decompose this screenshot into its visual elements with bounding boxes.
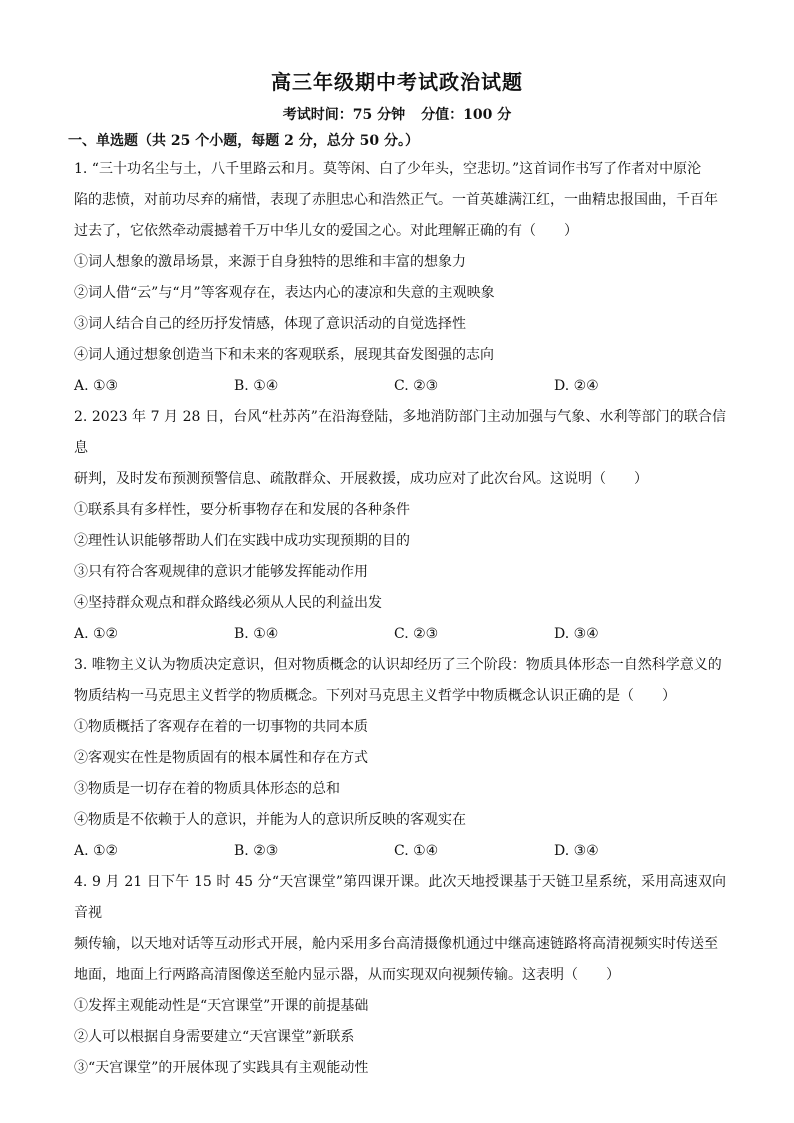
statement-item: ④物质是不依赖于人的意识，并能为人的意识所反映的客观实在 bbox=[74, 812, 466, 828]
statement-item: ④坚持群众观点和群众路线必须从人民的利益出发 bbox=[74, 595, 382, 611]
statement-item: ①发挥主观能动性是“天宫课堂”开课的前提基础 bbox=[74, 998, 369, 1014]
statement-item: ①物质概括了客观存在着的一切事物的共同本质 bbox=[74, 719, 368, 735]
exam-time: 考试时间：75 分钟 bbox=[282, 107, 406, 123]
exam-content bbox=[68, 128, 726, 1084]
statement-item: ①词人想象的激昂场景，来源于自身独特的思维和丰富的想象力 bbox=[74, 254, 466, 270]
exam-score: 分值：100 分 bbox=[421, 107, 512, 123]
option-b: B. ①④ bbox=[234, 626, 279, 642]
question-stem-line: 陷的悲愤，对前功尽弃的痛惜，表现了赤胆忠心和浩然正气。一首英雄满江红，一曲精忠报国曲，千百年 bbox=[74, 192, 718, 208]
question-stem-line: 1. “三十功名尘与土，八千里路云和月。莫等闲、白了少年头，空悲切。”这首词作书写了作者对中原沦 bbox=[74, 161, 702, 177]
question-stem-line: 过去了，它依然牵动震撼着千万中华儿女的爱国之心。对此理解正确的有（ ） bbox=[74, 223, 578, 239]
statement-item: ②人可以根据自身需要建立“天宫课堂”新联系 bbox=[74, 1029, 355, 1045]
statement-item: ③物质是一切存在着的物质具体形态的总和 bbox=[74, 781, 340, 797]
question-stem-line: 3. 唯物主义认为物质决定意识，但对物质概念的认识却经历了三个阶段：物质具体形态一自然科学意义的 bbox=[74, 657, 722, 673]
question-4 bbox=[74, 867, 726, 1084]
section-title: 一、单选题（共 25 个小题，每题 2 分，总分 50 分。） bbox=[68, 133, 419, 149]
statement-item: ③词人结合自己的经历抒发情感，体现了意识活动的自觉选择性 bbox=[74, 316, 466, 332]
option-a: A. ①② bbox=[74, 626, 119, 642]
question-stem-line: 研判，及时发布预测预警信息、疏散群众、开展救援，成功应对了此次台风。这说明（ ） bbox=[74, 471, 648, 487]
option-c: C. ②③ bbox=[394, 626, 439, 642]
statement-item: ③“天宫课堂”的开展体现了实践具有主观能动性 bbox=[74, 1060, 369, 1076]
option-d: D. ②④ bbox=[554, 378, 599, 394]
question-stem-line: 地面，地面上行两路高清图像送至舱内显示器，从而实现双向视频传输。这表明（ ） bbox=[74, 967, 620, 983]
option-c: C. ①④ bbox=[394, 843, 439, 859]
question-1 bbox=[74, 154, 726, 402]
option-b: B. ①④ bbox=[234, 378, 279, 394]
statement-item: ②词人借“云”与“月”等客观存在，表达内心的凄凉和失意的主观映象 bbox=[74, 285, 495, 301]
option-a: A. ①③ bbox=[74, 378, 119, 394]
option-d: D. ③④ bbox=[554, 626, 599, 642]
option-b: B. ②③ bbox=[234, 843, 279, 859]
exam-info bbox=[0, 104, 794, 124]
statement-item: ④词人通过想象创造当下和未来的客观联系，展现其奋发图强的志向 bbox=[74, 347, 494, 363]
option-d: D. ③④ bbox=[554, 843, 599, 859]
question-stem-line: 频传输，以天地对话等互动形式开展，舱内采用多台高清摄像机通过中继高速链路将高清视频实时传送至 bbox=[74, 936, 718, 952]
statement-item: ②客观实在性是物质固有的根本属性和存在方式 bbox=[74, 750, 368, 766]
question-stem-line: 物质结构一马克思主义哲学的物质概念。下列对马克思主义哲学中物质概念认识正确的是（ ） bbox=[74, 688, 676, 704]
question-2 bbox=[74, 402, 726, 650]
statement-item: ②理性认识能够帮助人们在实践中成功实现预期的目的 bbox=[74, 533, 410, 549]
answer-options bbox=[74, 619, 726, 650]
option-c: C. ②③ bbox=[394, 378, 439, 394]
question-stem-line: 4. 9 月 21 日下午 15 时 45 分“天宫课堂”第四课开课。此次天地授课基于天链卫星系统，采用高速双向音视 bbox=[74, 874, 726, 921]
option-a: A. ①② bbox=[74, 843, 119, 859]
statement-item: ①联系具有多样性，要分析事物存在和发展的各种条件 bbox=[74, 502, 410, 518]
answer-options bbox=[74, 371, 726, 402]
exam-title: 高三年级期中考试政治试题 bbox=[271, 70, 523, 94]
answer-options bbox=[74, 836, 726, 867]
question-3 bbox=[74, 650, 726, 867]
question-stem-line: 2. 2023 年 7 月 28 日，台风“杜苏芮”在沿海登陆，多地消防部门主动加强与气象、水利等部门的联合信息 bbox=[74, 409, 726, 456]
statement-item: ③只有符合客观规律的意识才能够发挥能动作用 bbox=[74, 564, 368, 580]
